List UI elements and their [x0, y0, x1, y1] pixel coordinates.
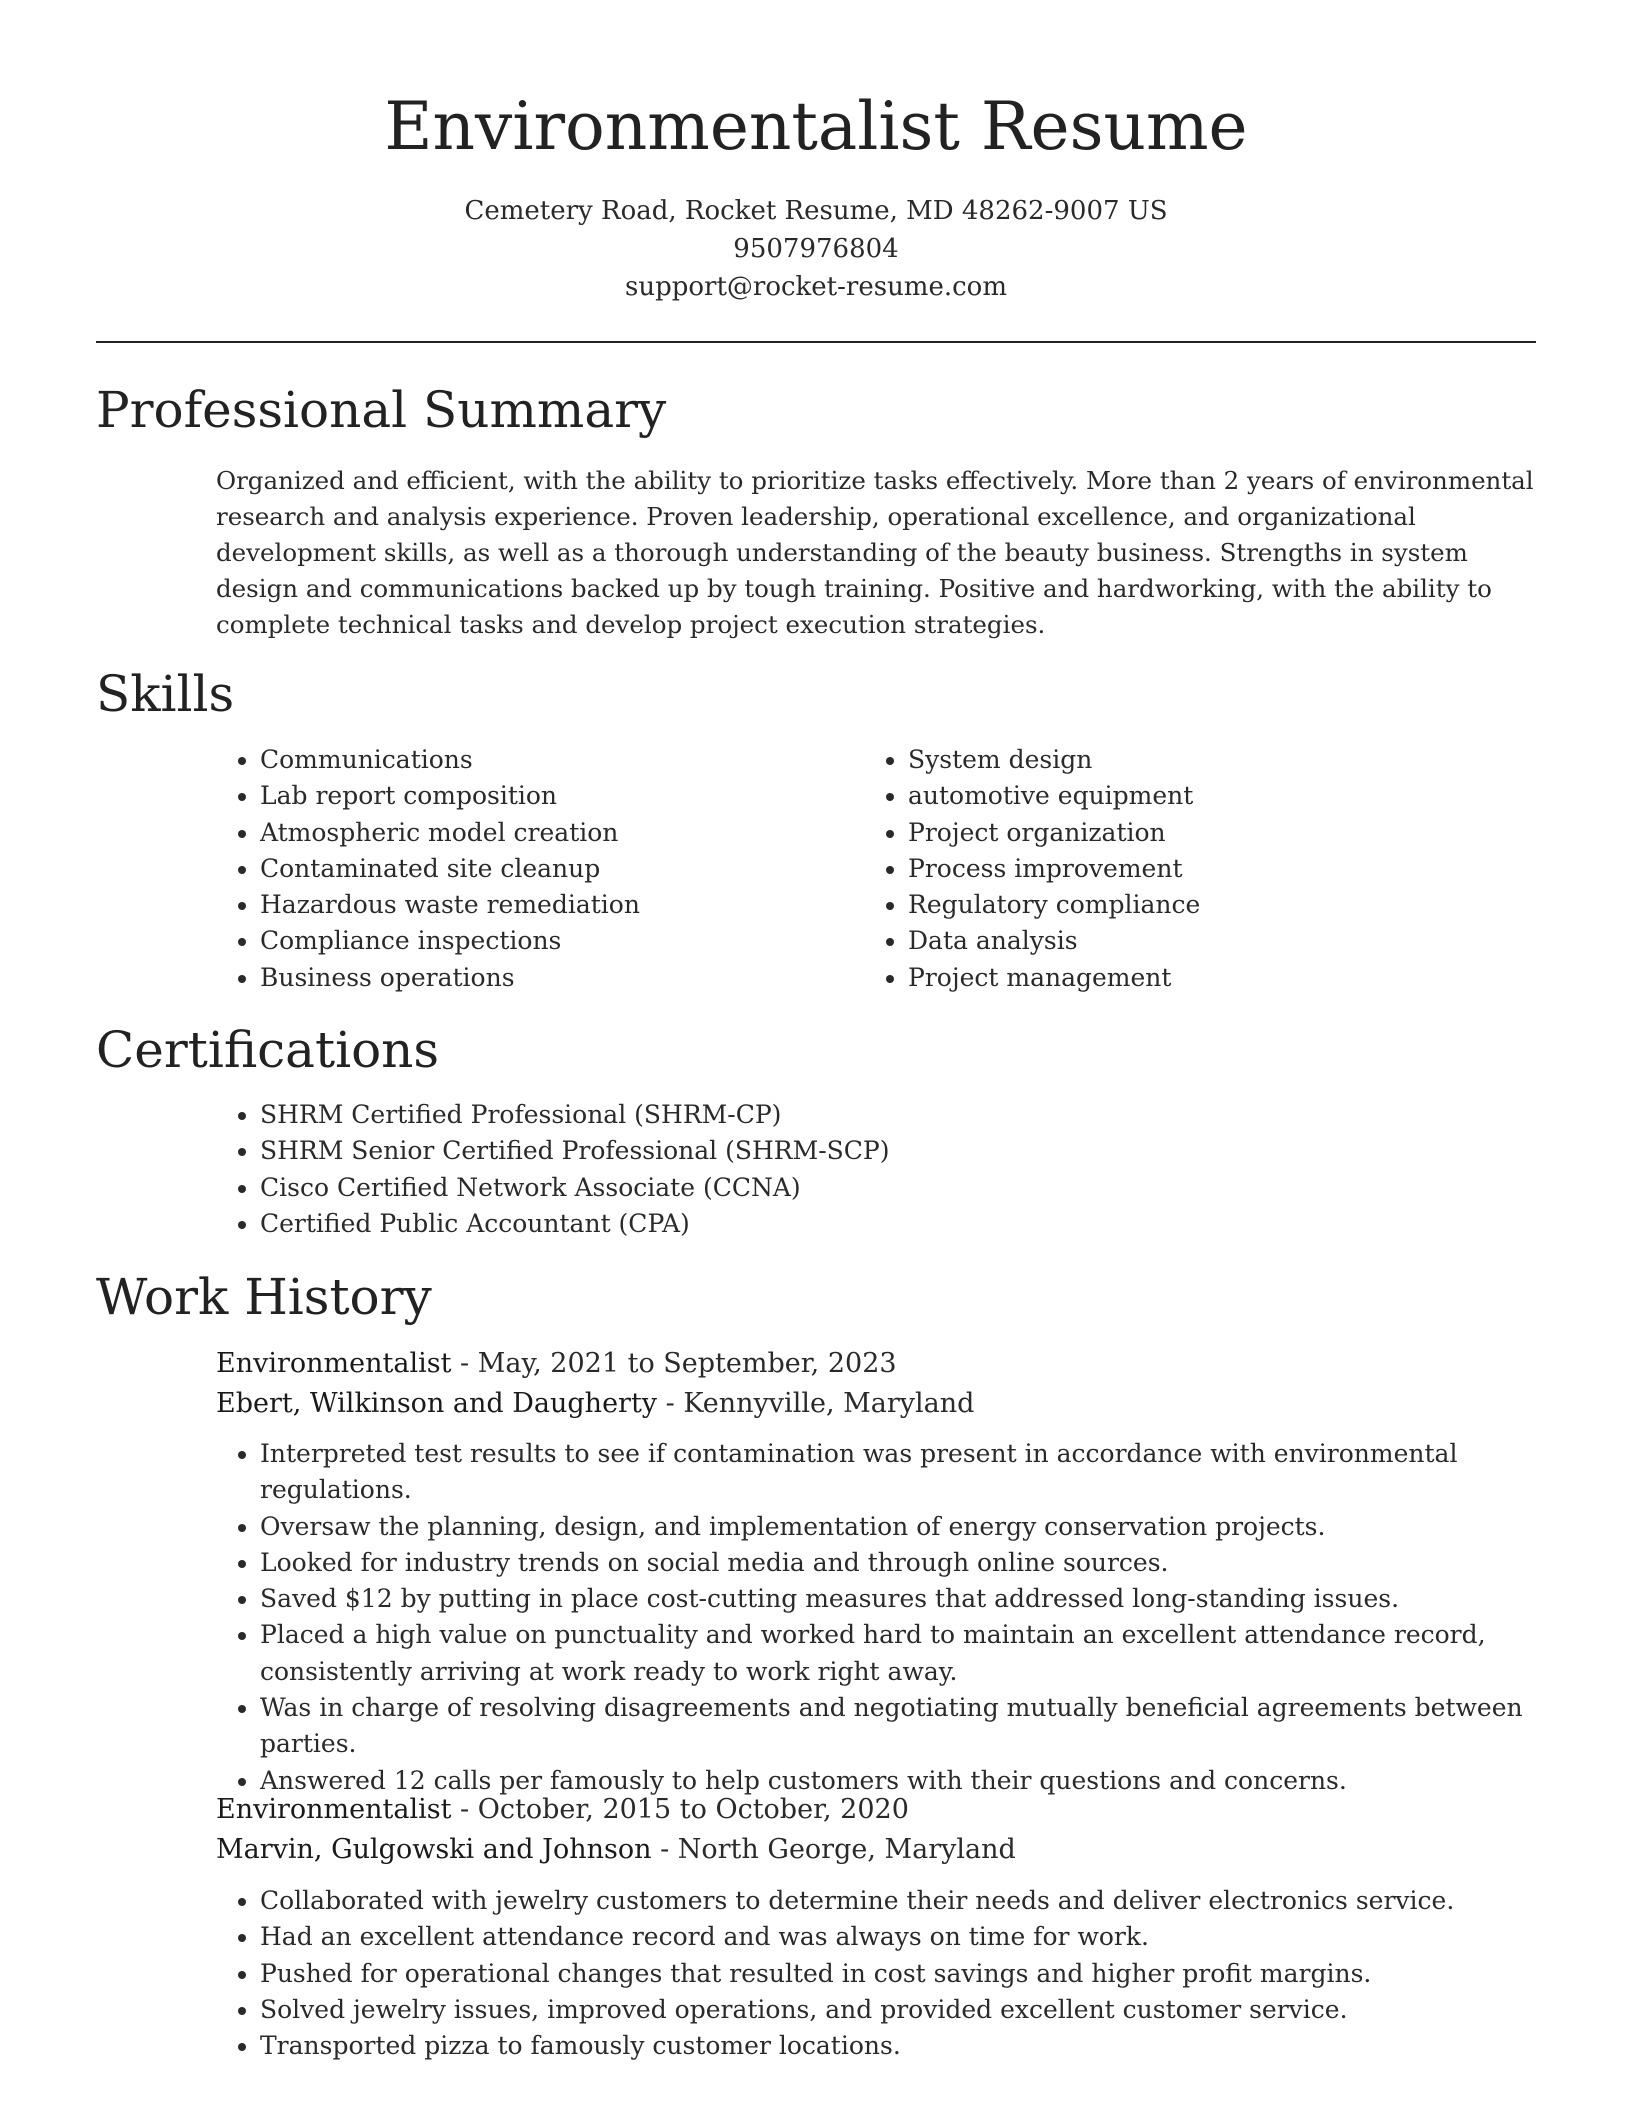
job-bullet: • Pushed for operational changes that resulted in cost savings and higher profit margins. [260, 1956, 1560, 1992]
job-bullet: • Solved jewelry issues, improved operations, and provided excellent customer service. [260, 1992, 1560, 2028]
job-bullet: • Transported pizza to famously customer locations. [260, 2028, 1560, 2064]
work-history-heading: Work History [96, 1268, 432, 1326]
skill-item: • Project organization [908, 815, 1548, 851]
job-bullets [216, 1436, 1560, 1799]
job-bullet: • Placed a high value on punctuality and worked hard to maintain an excellent attendance record, consistently arriving at work ready to work right away. [260, 1617, 1560, 1690]
job-location: - Kennyville, Maryland [657, 1388, 975, 1419]
job-company-line [216, 1830, 1536, 1870]
job-dates: - October, 2015 to October, 2020 [451, 1794, 909, 1825]
contact-phone: 9507976804 [733, 234, 899, 264]
certification-item: • SHRM Certified Professional (SHRM-CP) [260, 1097, 1580, 1133]
contact-email: support@rocket-resume.com [624, 272, 1007, 302]
job-bullet: • Was in charge of resolving disagreements and negotiating mutually beneficial agreements between parties. [260, 1690, 1560, 1763]
job-title-line [216, 1344, 1536, 1384]
skill-item: • Data analysis [908, 923, 1548, 959]
summary-text: Organized and efficient, with the ability to prioritize tasks effectively. More than 2 years of environmental research and analysis experience. Proven leadership, operational excellence, and organizational development skills, as well as a thorough understanding of the beauty business. Strengths in system design and communications backed up by tough training. Positive and hardworking, with the ability to complete technical tasks and develop project execution strategies. [216, 466, 1534, 639]
skill-item: • Regulatory compliance [908, 887, 1548, 923]
job-title-line [216, 1790, 1536, 1830]
skills-list-left [216, 742, 860, 996]
job-location: - North George, Maryland [651, 1834, 1016, 1865]
header-divider [96, 341, 1536, 343]
skill-item: • System design [908, 742, 1548, 778]
job-company-line [216, 1384, 1536, 1424]
job-bullet: • Had an excellent attendance record and was always on time for work. [260, 1919, 1560, 1955]
job-company: Marvin, Gulgowski and Johnson [216, 1834, 652, 1865]
certifications-list [216, 1097, 1580, 1242]
job-bullet: • Answered 12 calls per famously to help customers with their questions and concerns. [260, 1763, 1560, 1799]
job-bullet: • Collaborated with jewelry customers to determine their needs and deliver electronics service. [260, 1883, 1560, 1919]
job-bullets [216, 1883, 1560, 2064]
contact-address: Cemetery Road, Rocket Resume, MD 48262-9007 US [464, 196, 1168, 226]
skill-item: • automotive equipment [908, 778, 1548, 814]
skill-item: • Project management [908, 960, 1548, 996]
skill-item: • Contaminated site cleanup [260, 851, 860, 887]
skill-item: • Business operations [260, 960, 860, 996]
skill-item: • Compliance inspections [260, 923, 860, 959]
job-bullet: • Saved $12 by putting in place cost-cutting measures that addressed long-standing issues. [260, 1581, 1560, 1617]
resume-title: Environmentalist Resume [384, 88, 1248, 165]
job-company: Ebert, Wilkinson and Daugherty [216, 1388, 658, 1419]
certification-item: • Certified Public Accountant (CPA) [260, 1206, 1580, 1242]
job-bullet: • Looked for industry trends on social media and through online sources. [260, 1545, 1560, 1581]
job-bullet: • Oversaw the planning, design, and implementation of energy conservation projects. [260, 1509, 1560, 1545]
certification-item: • SHRM Senior Certified Professional (SHRM-SCP) [260, 1133, 1580, 1169]
job-dates: - May, 2021 to September, 2023 [451, 1348, 897, 1379]
job-role: Environmentalist [216, 1794, 452, 1825]
skill-item: • Hazardous waste remediation [260, 887, 860, 923]
job-bullet: • Interpreted test results to see if contamination was present in accordance with environmental regulations. [260, 1436, 1560, 1509]
certification-item: • Cisco Certified Network Associate (CCNA) [260, 1170, 1580, 1206]
certifications-heading: Certifications [96, 1021, 440, 1079]
skills-heading: Skills [96, 665, 235, 723]
skill-item: • Lab report composition [260, 778, 860, 814]
job-role: Environmentalist [216, 1348, 452, 1379]
skill-item: • Communications [260, 742, 860, 778]
skills-list-right [864, 742, 1548, 996]
skill-item: • Atmospheric model creation [260, 815, 860, 851]
summary-heading: Professional Summary [96, 381, 667, 439]
skill-item: • Process improvement [908, 851, 1548, 887]
